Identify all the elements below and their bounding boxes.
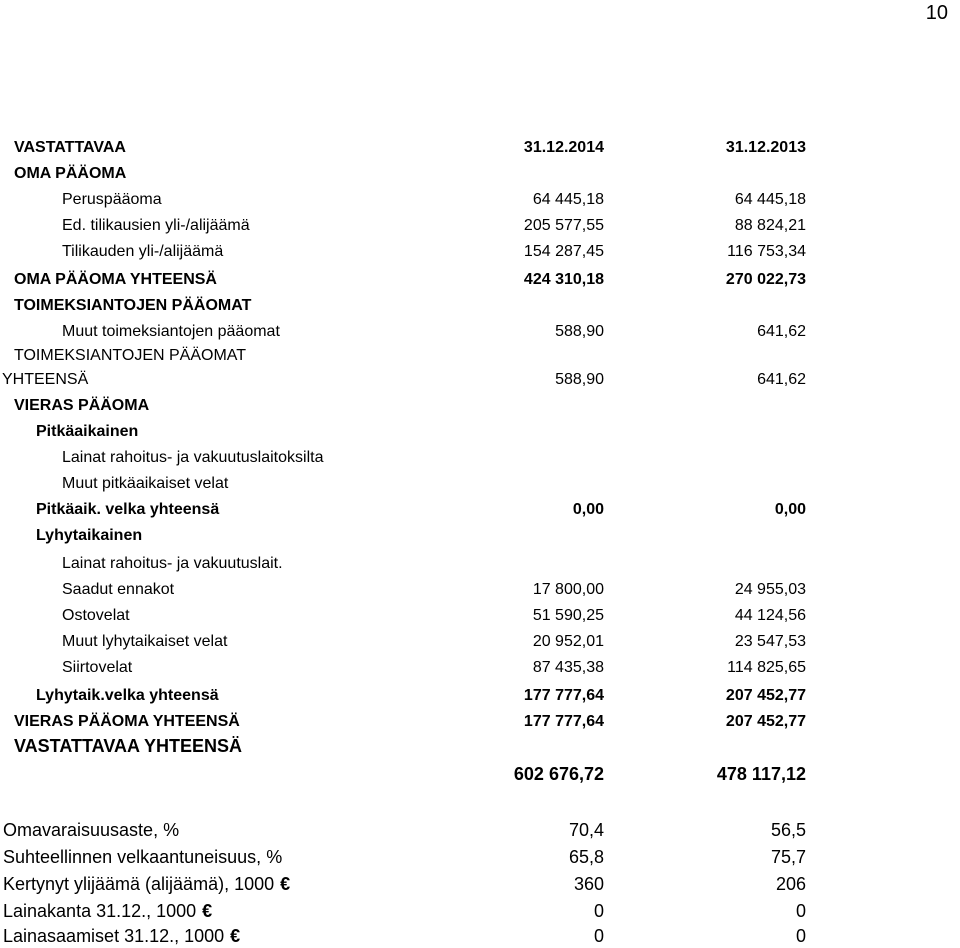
grand-total-row [0,762,960,786]
ratio-2014: 0 [593,926,604,946]
long-term-title: Pitkäaikainen [36,423,139,440]
short-term-total-row [0,684,960,708]
euro-icon: € [280,874,291,894]
table-row [0,656,960,680]
ratio-label: Suhteellinnen velkaantuneisuus, % [3,847,283,867]
value-2014: 205 577,55 [523,217,604,234]
value-2014: 17 800,00 [532,581,604,598]
row-label: Muut toimeksiantojen pääomat [62,323,280,340]
value-2014: 64 445,18 [532,191,604,208]
ratio-row [0,924,960,948]
table-row [0,578,960,602]
value-2014: 588,90 [555,323,604,340]
liabilities-total-row [0,710,960,734]
value-2014: 87 435,38 [532,659,604,676]
total-label: YHTEENSÄ [2,371,89,388]
list-item [0,472,960,496]
value-2013: 23 547,53 [734,633,806,650]
row-label: Lainat rahoitus- ja vakuutuslaitoksilta [62,449,324,466]
grand-total-2013: 478 117,12 [716,764,806,784]
grand-total-label: VASTATTAVAA YHTEENSÄ [14,736,243,756]
restricted-heading [0,294,960,318]
total-2013: 207 452,77 [725,713,806,730]
ratio-label-wrap [3,899,212,923]
row-label: Ostovelat [62,607,130,624]
total-label: VIERAS PÄÄOMA YHTEENSÄ [14,713,240,730]
row-label: Muut lyhytaikaiset velat [62,633,228,650]
long-term-heading [0,420,960,444]
ratio-label: Lainakanta 31.12., 1000 [3,901,197,921]
ratio-label: Kertynyt ylijäämä (alijäämä), 1000 [3,874,275,894]
col-header-2013: 31.12.2013 [725,139,806,156]
total-2013: 0,00 [774,501,806,518]
list-item [0,552,960,576]
total-label: OMA PÄÄOMA YHTEENSÄ [14,271,217,288]
value-2013: 88 824,21 [734,217,806,234]
total-2013: 641,62 [757,371,806,388]
grand-total-label-row [0,734,960,758]
short-term-title: Lyhytaikainen [36,527,143,544]
restricted-total-row [0,368,960,392]
euro-icon: € [230,926,241,946]
page-number: 10 [925,2,948,24]
ratio-2013: 0 [795,901,806,921]
header-row [0,136,960,160]
table-row [0,604,960,628]
grand-total-2014: 602 676,72 [513,764,604,784]
value-2013: 116 753,34 [727,243,806,260]
restricted-title: TOIMEKSIANTOJEN PÄÄOMAT [14,297,252,314]
value-2013: 64 445,18 [734,191,806,208]
ratio-row [0,872,960,896]
ratio-2013: 0 [795,926,806,946]
section-title: VASTATTAVAA [14,139,126,156]
value-2013: 24 955,03 [734,581,806,598]
row-label: Saadut ennakot [62,581,175,598]
liabilities-title: VIERAS PÄÄOMA [14,397,150,414]
total-2014: 177 777,64 [523,687,604,704]
value-2013: 44 124,56 [734,607,806,624]
ratio-2013: 56,5 [770,820,806,840]
col-header-2014: 31.12.2014 [523,139,604,156]
value-2014: 154 287,45 [523,243,604,260]
equity-title: OMA PÄÄOMA [14,165,127,182]
table-row [0,240,960,264]
equity-total-row [0,268,960,292]
liabilities-heading [0,394,960,418]
ratio-row [0,845,960,869]
euro-icon: € [202,901,213,921]
row-label: Lainat rahoitus- ja vakuutuslait. [62,555,283,572]
ratio-row [0,899,960,923]
restricted-total-heading [0,344,960,368]
row-label: Siirtovelat [62,659,133,676]
value-2013: 641,62 [757,323,806,340]
total-2014: 588,90 [555,371,604,388]
table-row [0,320,960,344]
ratio-label-wrap [3,924,240,948]
row-label: Muut pitkäaikaiset velat [62,475,229,492]
ratio-2014: 0 [593,901,604,921]
ratio-2014: 360 [573,874,604,894]
restricted-total-line1: TOIMEKSIANTOJEN PÄÄOMAT [14,347,247,364]
total-2014: 424 310,18 [523,271,604,288]
short-term-heading [0,524,960,548]
total-2013: 270 022,73 [725,271,806,288]
ratio-label: Lainasaamiset 31.12., 1000 [3,926,225,946]
table-row [0,630,960,654]
value-2014: 51 590,25 [532,607,604,624]
total-2014: 177 777,64 [523,713,604,730]
ratio-2014: 65,8 [568,847,604,867]
row-label: Ed. tilikausien yli-/alijäämä [62,217,250,234]
value-2014: 20 952,01 [532,633,604,650]
long-term-total-row [0,498,960,522]
table-row [0,188,960,212]
list-item [0,446,960,470]
equity-heading [0,162,960,186]
ratio-2014: 70,4 [568,820,604,840]
row-label: Peruspääoma [62,191,162,208]
table-row [0,214,960,238]
total-label: Pitkäaik. velka yhteensä [36,501,220,518]
total-2013: 207 452,77 [725,687,806,704]
value-2013: 114 825,65 [727,659,806,676]
ratio-2013: 75,7 [770,847,806,867]
total-label: Lyhytaik.velka yhteensä [36,687,219,704]
row-label: Tilikauden yli-/alijäämä [62,243,224,260]
ratio-label: Omavaraisuusaste, % [3,820,180,840]
ratio-label-wrap [3,872,290,896]
ratio-2013: 206 [775,874,806,894]
total-2014: 0,00 [572,501,604,518]
ratio-row [0,818,960,842]
